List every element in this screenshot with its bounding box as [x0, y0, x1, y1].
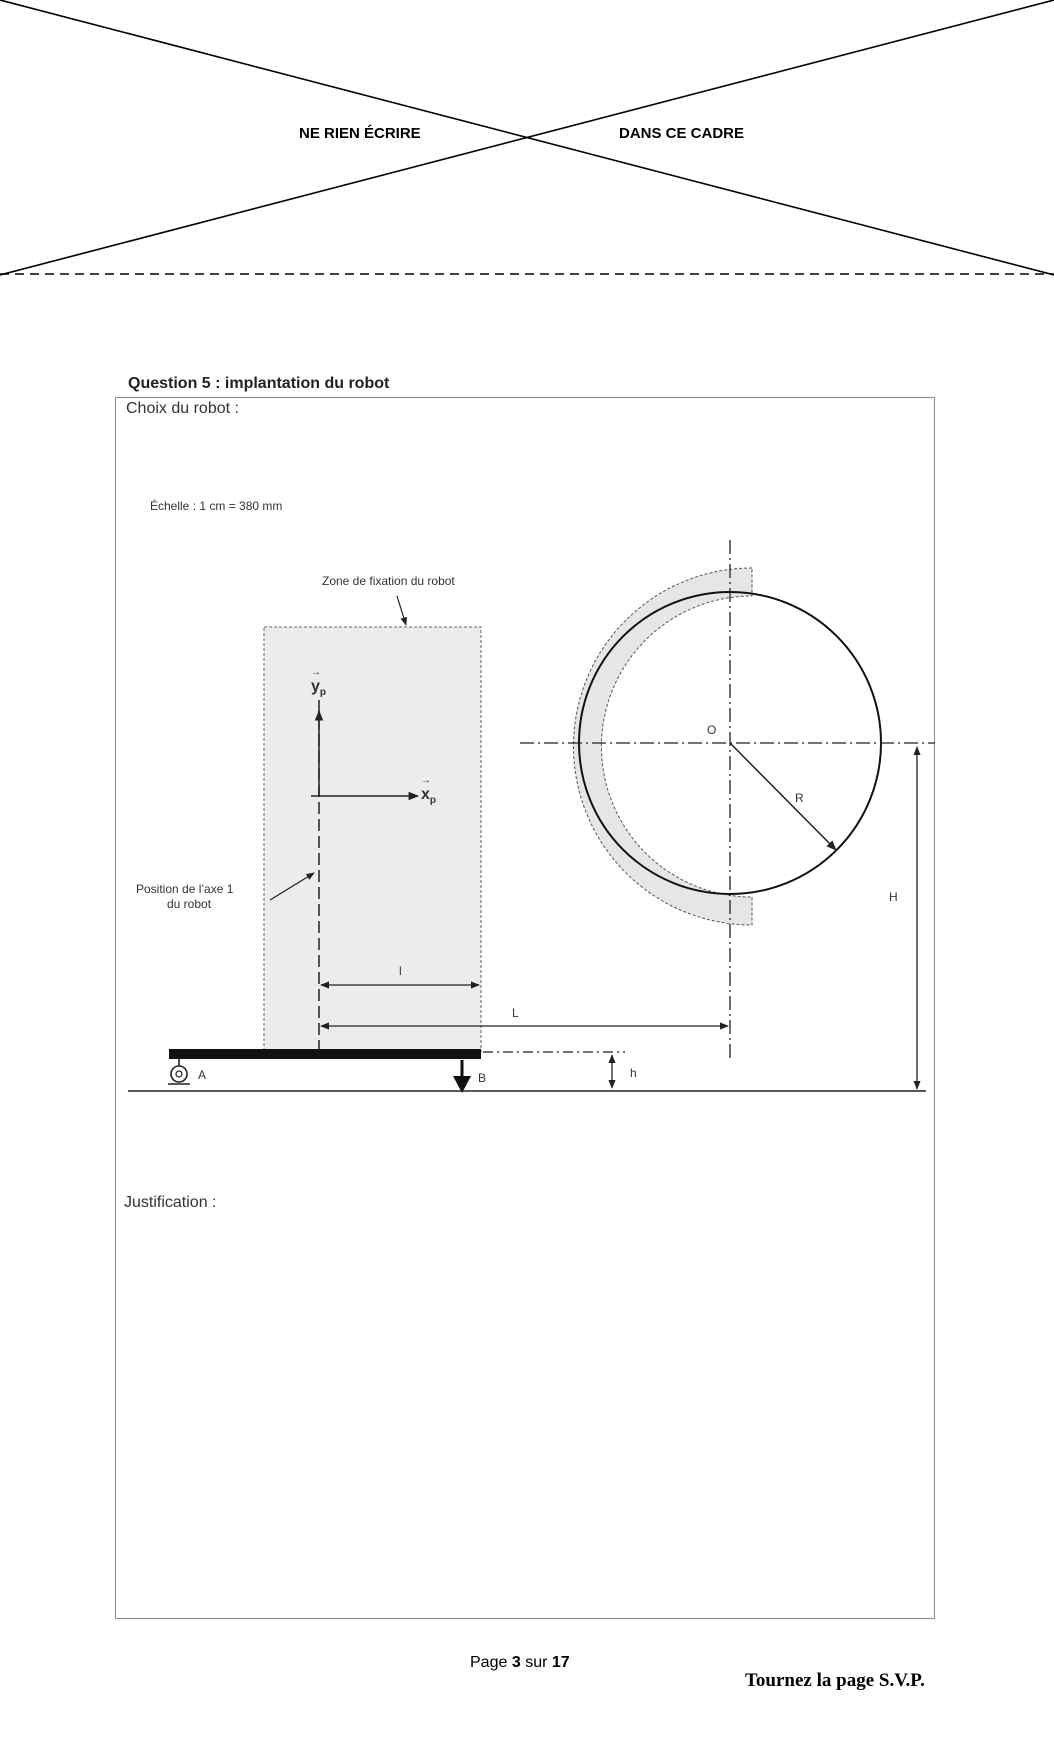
question-title: Question 5 : implantation du robot [128, 375, 390, 392]
y-axis-letter: → y [311, 678, 320, 696]
point-o-label: O [707, 723, 717, 737]
scale-label: Échelle : 1 cm = 380 mm [150, 499, 283, 513]
y-axis-subscript: p [319, 687, 327, 699]
page-number: Page 3 sur 17 [470, 1654, 570, 1671]
radius-r-label: R [795, 791, 804, 805]
support-a-pin [171, 1066, 187, 1082]
x-axis-subscript: p [429, 795, 437, 807]
ring-shaded-band [574, 568, 752, 925]
fixation-zone [264, 627, 481, 1052]
base-beam [169, 1049, 481, 1059]
point-a-label: A [198, 1068, 207, 1082]
banner-left-text: NE RIEN ÉCRIRE [299, 125, 421, 142]
axis-label-line2: du robot [167, 897, 212, 911]
dim-l-small-label: l [399, 964, 402, 978]
turn-page-note: Tournez la page S.V.P. [745, 1670, 925, 1691]
x-axis-letter: → x [421, 786, 430, 804]
zone-label: Zone de fixation du robot [322, 574, 455, 588]
y-axis-label [311, 678, 326, 698]
banner-right-text: DANS CE CADRE [619, 125, 745, 142]
radius-arrow [730, 743, 836, 850]
dim-h-upper-label: H [889, 890, 898, 904]
axis-label-line1: Position de l’axe 1 [136, 882, 234, 896]
point-b-label: B [478, 1071, 487, 1085]
zone-label-leader [397, 596, 406, 625]
justification-label: Justification : [124, 1194, 217, 1211]
dim-l-large-label: L [512, 1006, 519, 1020]
x-axis-label [421, 786, 436, 806]
choice-label: Choix du robot : [126, 400, 239, 417]
dim-h-lower-label: h [630, 1066, 637, 1080]
